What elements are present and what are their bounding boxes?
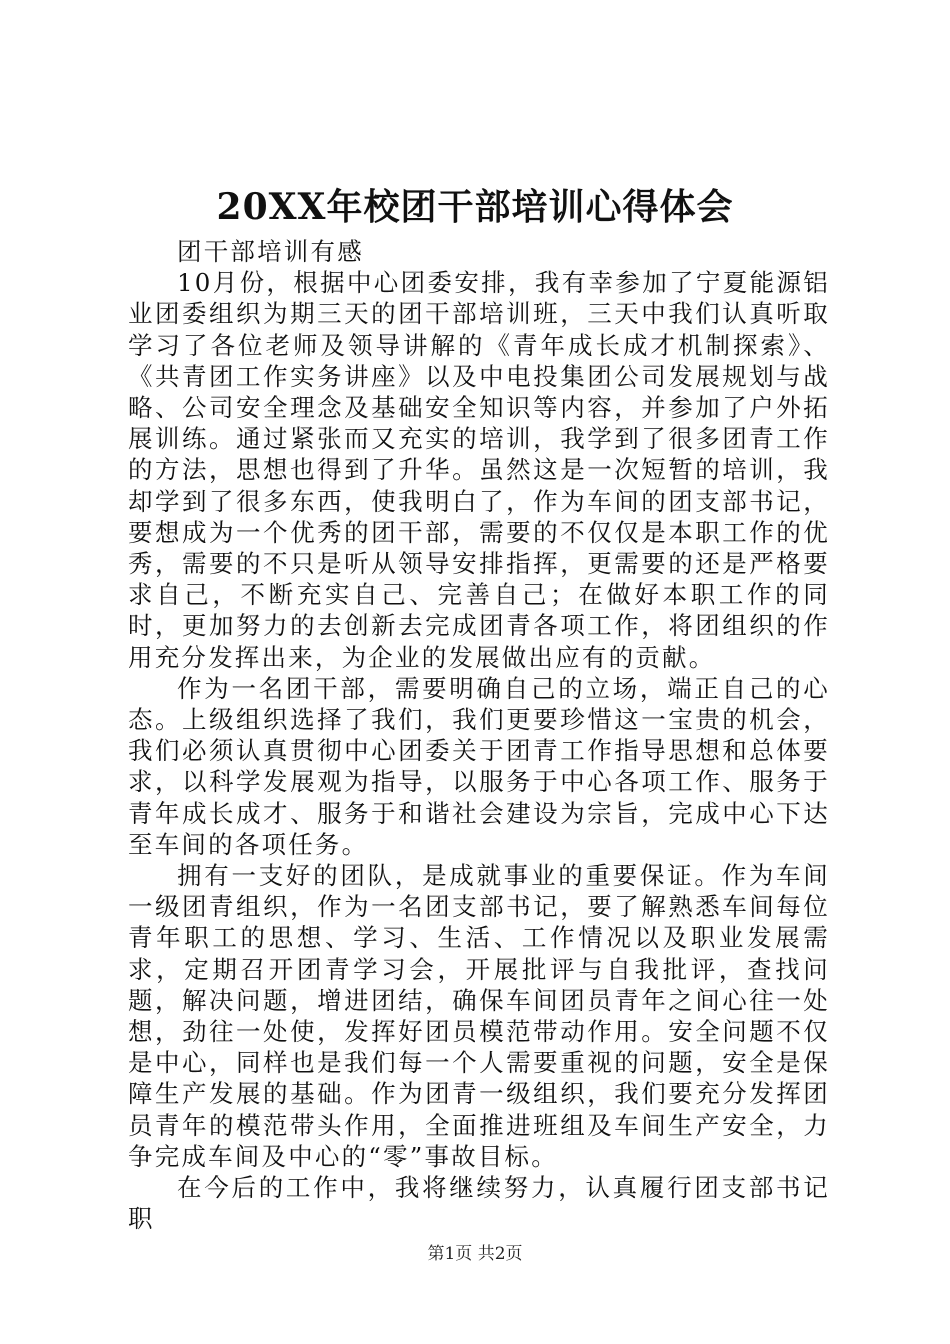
page-number-footer: 第1页 共2页 <box>427 1244 523 1264</box>
paragraph: 作为一名团干部，需要明确自己的立场，端正自己的心态。上级组织选择了我们，我们更要珍惜这一宝贵的机会，我们必须认真贯彻中心团委关于团青工作指导思想和总体要求，以科学发展观为指导，以服务于中心各项工作、服务于青年成长成才、服务于和谐社会建设为宗旨，完成中心下达至车间的各项任务。 <box>128 673 830 859</box>
paragraph: 在今后的工作中，我将继续努力，认真履行团支部书记职 <box>128 1173 830 1234</box>
paragraph: 拥有一支好的团队，是成就事业的重要保证。作为车间一级团青组织，作为一名团支部书记，要了解熟悉车间每位青年职工的思想、学习、生活、工作情况以及职业发展需求，定期召开团青学习会，开展批评与自我批评，查找问题，解决问题，增进团结，确保车间团员青年之间心往一处想，劲往一处使，发挥好团员模范带动作用。安全问题不仅是中心，同样也是我们每一个人需要重视的问题，安全是保障生产发展的基础。作为团青一级组织，我们要充分发挥团员青年的模范带头作用，全面推进班组及车间生产安全，力争完成车间及中心的“零”事故目标。 <box>128 861 830 1171</box>
subtitle: 团干部培训有感 <box>177 237 364 266</box>
document-title: 20XX年校团干部培训心得体会 <box>216 186 734 228</box>
document-body <box>128 236 830 1235</box>
paragraph: 10月份，根据中心团委安排，我有幸参加了宁夏能源铝业团委组织为期三天的团干部培训班，三天中我们认真听取学习了各位老师及领导讲解的《青年成长成才机制探索》、《共青团工作实务讲座》以及中电投集团公司发展规划与战略、公司安全理念及基础安全知识等内容，并参加了户外拓展训练。通过紧张而又充实的培训，我学到了很多团青工作的方法，思想也得到了升华。虽然这是一次短暂的培训，我却学到了很多东西，使我明白了，作为车间的团支部书记，要想成为一个优秀的团干部，需要的不仅仅是本职工作的优秀，需要的不只是听从领导安排指挥，更需要的还是严格要求自己，不断充实自己、完善自己；在做好本职工作的同时，更加努力的去创新去完成团青各项工作，将团组织的作用充分发挥出来，为企业的发展做出应有的贡献。 <box>128 268 830 672</box>
